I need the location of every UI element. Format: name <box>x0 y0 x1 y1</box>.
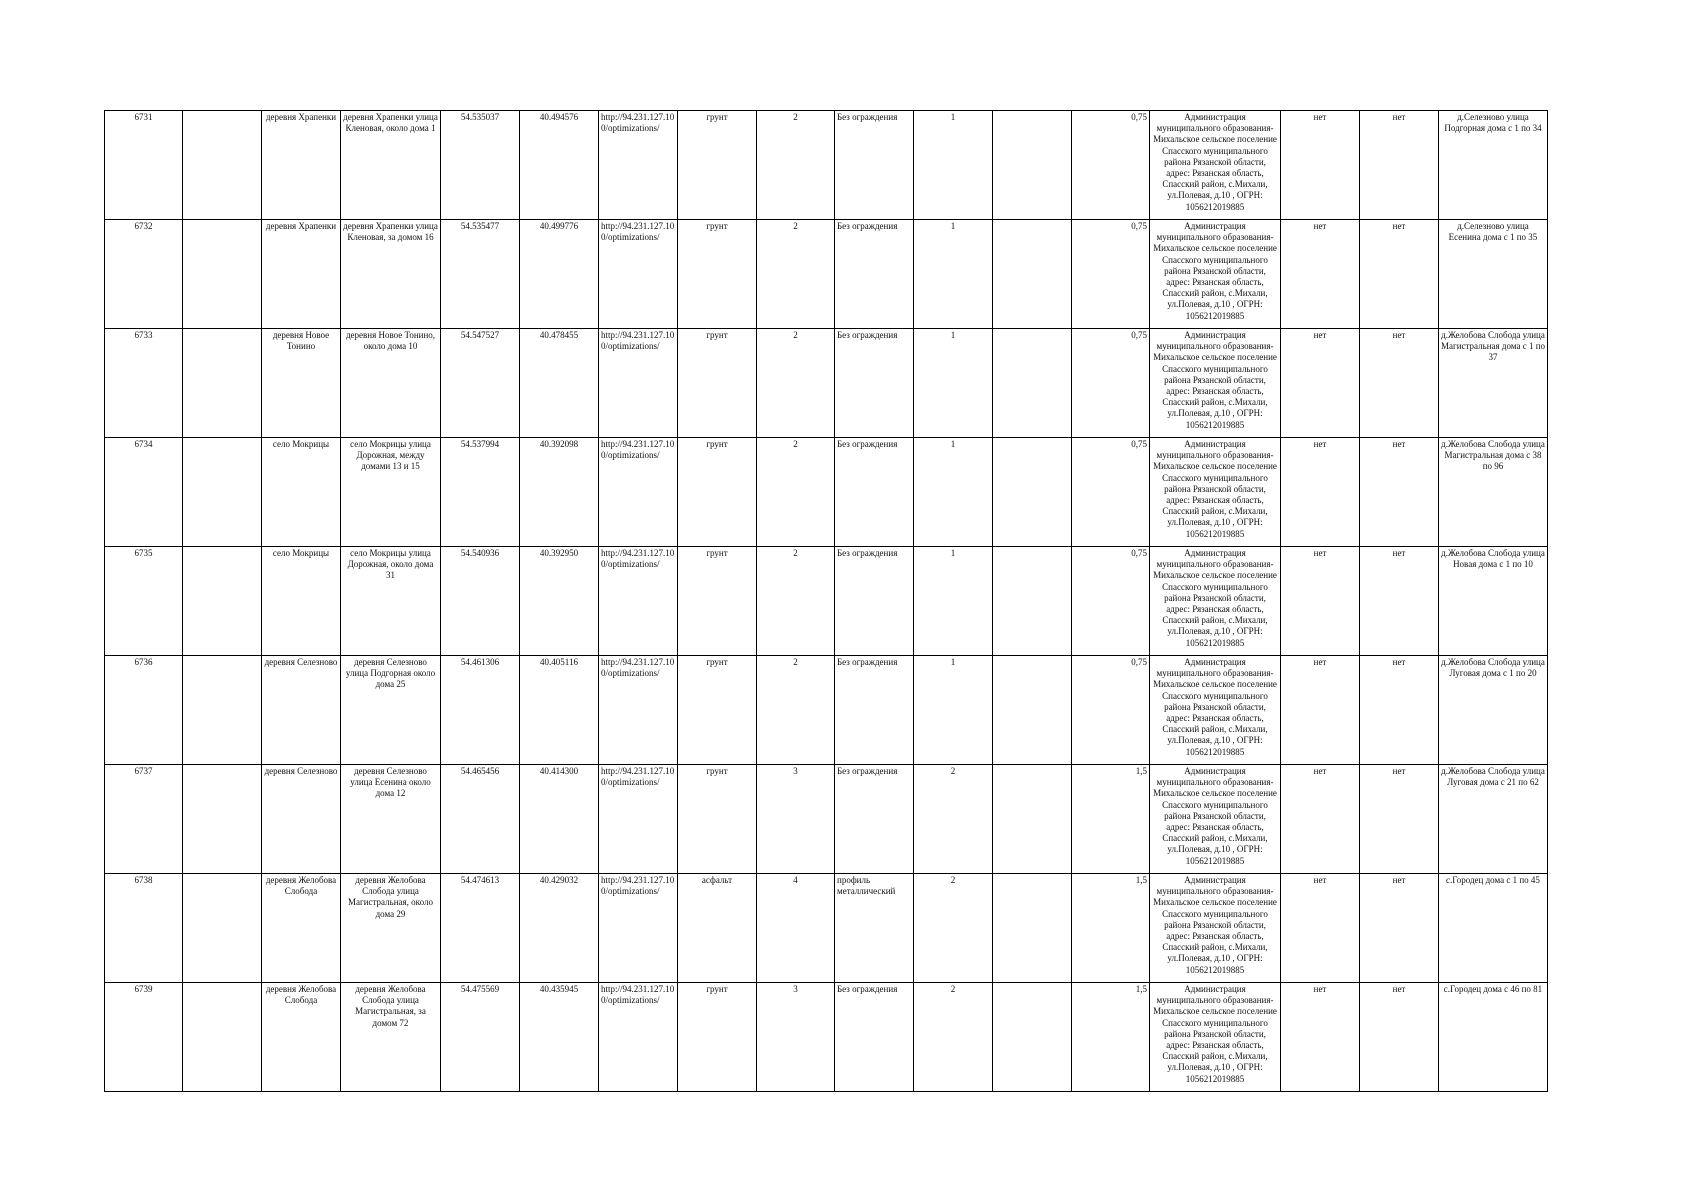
served-addresses-cell: д.Желобова Слобода улица Луговая дома с 21 по 62 <box>1439 765 1548 874</box>
flag-cell: нет <box>1360 765 1439 874</box>
flag-cell: нет <box>1281 983 1360 1092</box>
flag-cell: нет <box>1360 438 1439 547</box>
row-number-cell: 6735 <box>105 547 183 656</box>
flag-cell: нет <box>1360 874 1439 983</box>
empty-cell <box>183 111 262 220</box>
volume-cell: 0,75 <box>1072 438 1150 547</box>
locality-cell: деревня Новое Тонино <box>262 329 341 438</box>
surface-cell: грунт <box>678 329 757 438</box>
row-number-cell: 6733 <box>105 329 183 438</box>
fence-cell: профиль металлический <box>835 874 914 983</box>
longitude-cell: 40.429032 <box>520 874 599 983</box>
flag-cell: нет <box>1360 983 1439 1092</box>
empty-cell <box>183 547 262 656</box>
served-addresses-cell: д.Желобова Слобода улица Луговая дома с 1 по 20 <box>1439 656 1548 765</box>
empty-cell <box>993 874 1072 983</box>
table-row <box>105 656 1548 765</box>
surface-cell: грунт <box>678 765 757 874</box>
row-number-cell: 6736 <box>105 656 183 765</box>
owner-cell: Администрация муниципального образования-Михальское сельское поселение Спасского муниципального района Рязанской области, адрес: Рязанская область, Спасский район, с.Михали, ул.Полевая, д.10 , ОГРН: 1056212019885 <box>1150 656 1281 765</box>
latitude-cell: 54.474613 <box>441 874 520 983</box>
fence-cell: Без ограждения <box>835 547 914 656</box>
address-cell: село Мокрицы улица Дорожная, между домами 13 и 15 <box>341 438 441 547</box>
address-cell: деревня Желобова Слобода улица Магистральная, около дома 29 <box>341 874 441 983</box>
containers-count-cell: 1 <box>914 438 993 547</box>
empty-cell <box>183 874 262 983</box>
flag-cell: нет <box>1281 874 1360 983</box>
owner-cell: Администрация муниципального образования-Михальское сельское поселение Спасского муниципального района Рязанской области, адрес: Рязанская область, Спасский район, с.Михали, ул.Полевая, д.10 , ОГРН: 1056212019885 <box>1150 438 1281 547</box>
served-addresses-cell: д.Желобова Слобода улица Магистральная дома с 1 по 37 <box>1439 329 1548 438</box>
locality-cell: деревня Храпенки <box>262 111 341 220</box>
flag-cell: нет <box>1360 547 1439 656</box>
fence-cell: Без ограждения <box>835 983 914 1092</box>
empty-cell <box>993 547 1072 656</box>
flag-cell: нет <box>1360 111 1439 220</box>
empty-cell <box>993 111 1072 220</box>
owner-cell: Администрация муниципального образования-Михальское сельское поселение Спасского муниципального района Рязанской области, адрес: Рязанская область, Спасский район, с.Михали, ул.Полевая, д.10 , ОГРН: 1056212019885 <box>1150 329 1281 438</box>
containers-count-cell: 2 <box>914 874 993 983</box>
volume-cell: 0,75 <box>1072 111 1150 220</box>
row-number-cell: 6737 <box>105 765 183 874</box>
surface-cell: грунт <box>678 656 757 765</box>
flag-cell: нет <box>1281 547 1360 656</box>
empty-cell <box>183 329 262 438</box>
owner-cell: Администрация муниципального образования-Михальское сельское поселение Спасского муниципального района Рязанской области, адрес: Рязанская область, Спасский район, с.Михали, ул.Полевая, д.10 , ОГРН: 1056212019885 <box>1150 547 1281 656</box>
longitude-cell: 40.414300 <box>520 765 599 874</box>
map-link-cell: http://94.231.127.100/optimizations/ <box>599 656 678 765</box>
volume-cell: 0,75 <box>1072 220 1150 329</box>
row-number-cell: 6739 <box>105 983 183 1092</box>
flag-cell: нет <box>1281 111 1360 220</box>
surface-cell: грунт <box>678 220 757 329</box>
volume-cell: 1,5 <box>1072 765 1150 874</box>
flag-cell: нет <box>1360 220 1439 329</box>
fence-cell: Без ограждения <box>835 111 914 220</box>
table-row <box>105 983 1548 1092</box>
latitude-cell: 54.547527 <box>441 329 520 438</box>
empty-cell <box>183 656 262 765</box>
containers-count-cell: 1 <box>914 220 993 329</box>
empty-cell <box>183 983 262 1092</box>
area-cell: 4 <box>757 874 835 983</box>
volume-cell: 1,5 <box>1072 983 1150 1092</box>
served-addresses-cell: д.Желобова Слобода улица Магистральная дома с 38 по 96 <box>1439 438 1548 547</box>
latitude-cell: 54.537994 <box>441 438 520 547</box>
area-cell: 2 <box>757 111 835 220</box>
latitude-cell: 54.540936 <box>441 547 520 656</box>
empty-cell <box>993 765 1072 874</box>
longitude-cell: 40.494576 <box>520 111 599 220</box>
surface-cell: грунт <box>678 111 757 220</box>
latitude-cell: 54.475569 <box>441 983 520 1092</box>
area-cell: 3 <box>757 765 835 874</box>
map-link-cell: http://94.231.127.100/optimizations/ <box>599 329 678 438</box>
table-row <box>105 765 1548 874</box>
empty-cell <box>183 220 262 329</box>
empty-cell <box>183 765 262 874</box>
row-number-cell: 6731 <box>105 111 183 220</box>
locality-cell: деревня Желобова Слобода <box>262 874 341 983</box>
fence-cell: Без ограждения <box>835 329 914 438</box>
locality-cell: деревня Храпенки <box>262 220 341 329</box>
map-link-cell: http://94.231.127.100/optimizations/ <box>599 874 678 983</box>
surface-cell: грунт <box>678 438 757 547</box>
registry-table <box>104 110 1548 1092</box>
empty-cell <box>993 329 1072 438</box>
map-link-cell: http://94.231.127.100/optimizations/ <box>599 765 678 874</box>
served-addresses-cell: с.Городец дома с 46 по 81 <box>1439 983 1548 1092</box>
flag-cell: нет <box>1281 220 1360 329</box>
flag-cell: нет <box>1281 765 1360 874</box>
surface-cell: грунт <box>678 983 757 1092</box>
address-cell: деревня Селезново улица Есенина около дома 12 <box>341 765 441 874</box>
containers-count-cell: 1 <box>914 656 993 765</box>
row-number-cell: 6734 <box>105 438 183 547</box>
empty-cell <box>993 656 1072 765</box>
empty-cell <box>183 438 262 547</box>
flag-cell: нет <box>1281 329 1360 438</box>
table-row <box>105 220 1548 329</box>
address-cell: деревня Новое Тонино, около дома 10 <box>341 329 441 438</box>
flag-cell: нет <box>1281 656 1360 765</box>
owner-cell: Администрация муниципального образования-Михальское сельское поселение Спасского муниципального района Рязанской области, адрес: Рязанская область, Спасский район, с.Михали, ул.Полевая, д.10 , ОГРН: 1056212019885 <box>1150 874 1281 983</box>
latitude-cell: 54.461306 <box>441 656 520 765</box>
address-cell: деревня Селезново улица Подгорная около дома 25 <box>341 656 441 765</box>
longitude-cell: 40.392950 <box>520 547 599 656</box>
area-cell: 2 <box>757 547 835 656</box>
owner-cell: Администрация муниципального образования-Михальское сельское поселение Спасского муниципального района Рязанской области, адрес: Рязанская область, Спасский район, с.Михали, ул.Полевая, д.10 , ОГРН: 1056212019885 <box>1150 220 1281 329</box>
map-link-cell: http://94.231.127.100/optimizations/ <box>599 547 678 656</box>
table-row <box>105 547 1548 656</box>
volume-cell: 1,5 <box>1072 874 1150 983</box>
area-cell: 3 <box>757 983 835 1092</box>
longitude-cell: 40.499776 <box>520 220 599 329</box>
locality-cell: деревня Селезново <box>262 765 341 874</box>
surface-cell: асфальт <box>678 874 757 983</box>
area-cell: 2 <box>757 220 835 329</box>
empty-cell <box>993 438 1072 547</box>
row-number-cell: 6738 <box>105 874 183 983</box>
latitude-cell: 54.535037 <box>441 111 520 220</box>
owner-cell: Администрация муниципального образования-Михальское сельское поселение Спасского муниципального района Рязанской области, адрес: Рязанская область, Спасский район, с.Михали, ул.Полевая, д.10 , ОГРН: 1056212019885 <box>1150 765 1281 874</box>
address-cell: деревня Желобова Слобода улица Магистральная, за домом 72 <box>341 983 441 1092</box>
empty-cell <box>993 983 1072 1092</box>
map-link-cell: http://94.231.127.100/optimizations/ <box>599 983 678 1092</box>
address-cell: деревня Храпенки улица Кленовая, около дома 1 <box>341 111 441 220</box>
containers-count-cell: 2 <box>914 765 993 874</box>
address-cell: село Мокрицы улица Дорожная, около дома 31 <box>341 547 441 656</box>
locality-cell: село Мокрицы <box>262 547 341 656</box>
map-link-cell: http://94.231.127.100/optimizations/ <box>599 220 678 329</box>
area-cell: 2 <box>757 656 835 765</box>
volume-cell: 0,75 <box>1072 329 1150 438</box>
map-link-cell: http://94.231.127.100/optimizations/ <box>599 111 678 220</box>
longitude-cell: 40.392098 <box>520 438 599 547</box>
served-addresses-cell: д.Желобова Слобода улица Новая дома с 1 по 10 <box>1439 547 1548 656</box>
volume-cell: 0,75 <box>1072 547 1150 656</box>
owner-cell: Администрация муниципального образования-Михальское сельское поселение Спасского муниципального района Рязанской области, адрес: Рязанская область, Спасский район, с.Михали, ул.Полевая, д.10 , ОГРН: 1056212019885 <box>1150 111 1281 220</box>
flag-cell: нет <box>1360 656 1439 765</box>
served-addresses-cell: д.Селезново улица Есенина дома с 1 по 35 <box>1439 220 1548 329</box>
latitude-cell: 54.535477 <box>441 220 520 329</box>
map-link-cell: http://94.231.127.100/optimizations/ <box>599 438 678 547</box>
table-row <box>105 438 1548 547</box>
table-row <box>105 329 1548 438</box>
empty-cell <box>993 220 1072 329</box>
longitude-cell: 40.478455 <box>520 329 599 438</box>
latitude-cell: 54.465456 <box>441 765 520 874</box>
fence-cell: Без ограждения <box>835 765 914 874</box>
served-addresses-cell: с.Городец дома с 1 по 45 <box>1439 874 1548 983</box>
locality-cell: село Мокрицы <box>262 438 341 547</box>
surface-cell: грунт <box>678 547 757 656</box>
area-cell: 2 <box>757 438 835 547</box>
longitude-cell: 40.405116 <box>520 656 599 765</box>
locality-cell: деревня Селезново <box>262 656 341 765</box>
flag-cell: нет <box>1281 438 1360 547</box>
volume-cell: 0,75 <box>1072 656 1150 765</box>
table-body <box>105 111 1548 1092</box>
locality-cell: деревня Желобова Слобода <box>262 983 341 1092</box>
area-cell: 2 <box>757 329 835 438</box>
fence-cell: Без ограждения <box>835 438 914 547</box>
owner-cell: Администрация муниципального образования-Михальское сельское поселение Спасского муниципального района Рязанской области, адрес: Рязанская область, Спасский район, с.Михали, ул.Полевая, д.10 , ОГРН: 1056212019885 <box>1150 983 1281 1092</box>
fence-cell: Без ограждения <box>835 220 914 329</box>
containers-count-cell: 1 <box>914 329 993 438</box>
row-number-cell: 6732 <box>105 220 183 329</box>
fence-cell: Без ограждения <box>835 656 914 765</box>
served-addresses-cell: д.Селезново улица Подгорная дома с 1 по 34 <box>1439 111 1548 220</box>
table-row <box>105 874 1548 983</box>
longitude-cell: 40.435945 <box>520 983 599 1092</box>
address-cell: деревня Храпенки улица Кленовая, за домом 16 <box>341 220 441 329</box>
containers-count-cell: 1 <box>914 547 993 656</box>
flag-cell: нет <box>1360 329 1439 438</box>
containers-count-cell: 2 <box>914 983 993 1092</box>
containers-count-cell: 1 <box>914 111 993 220</box>
table-row <box>105 111 1548 220</box>
